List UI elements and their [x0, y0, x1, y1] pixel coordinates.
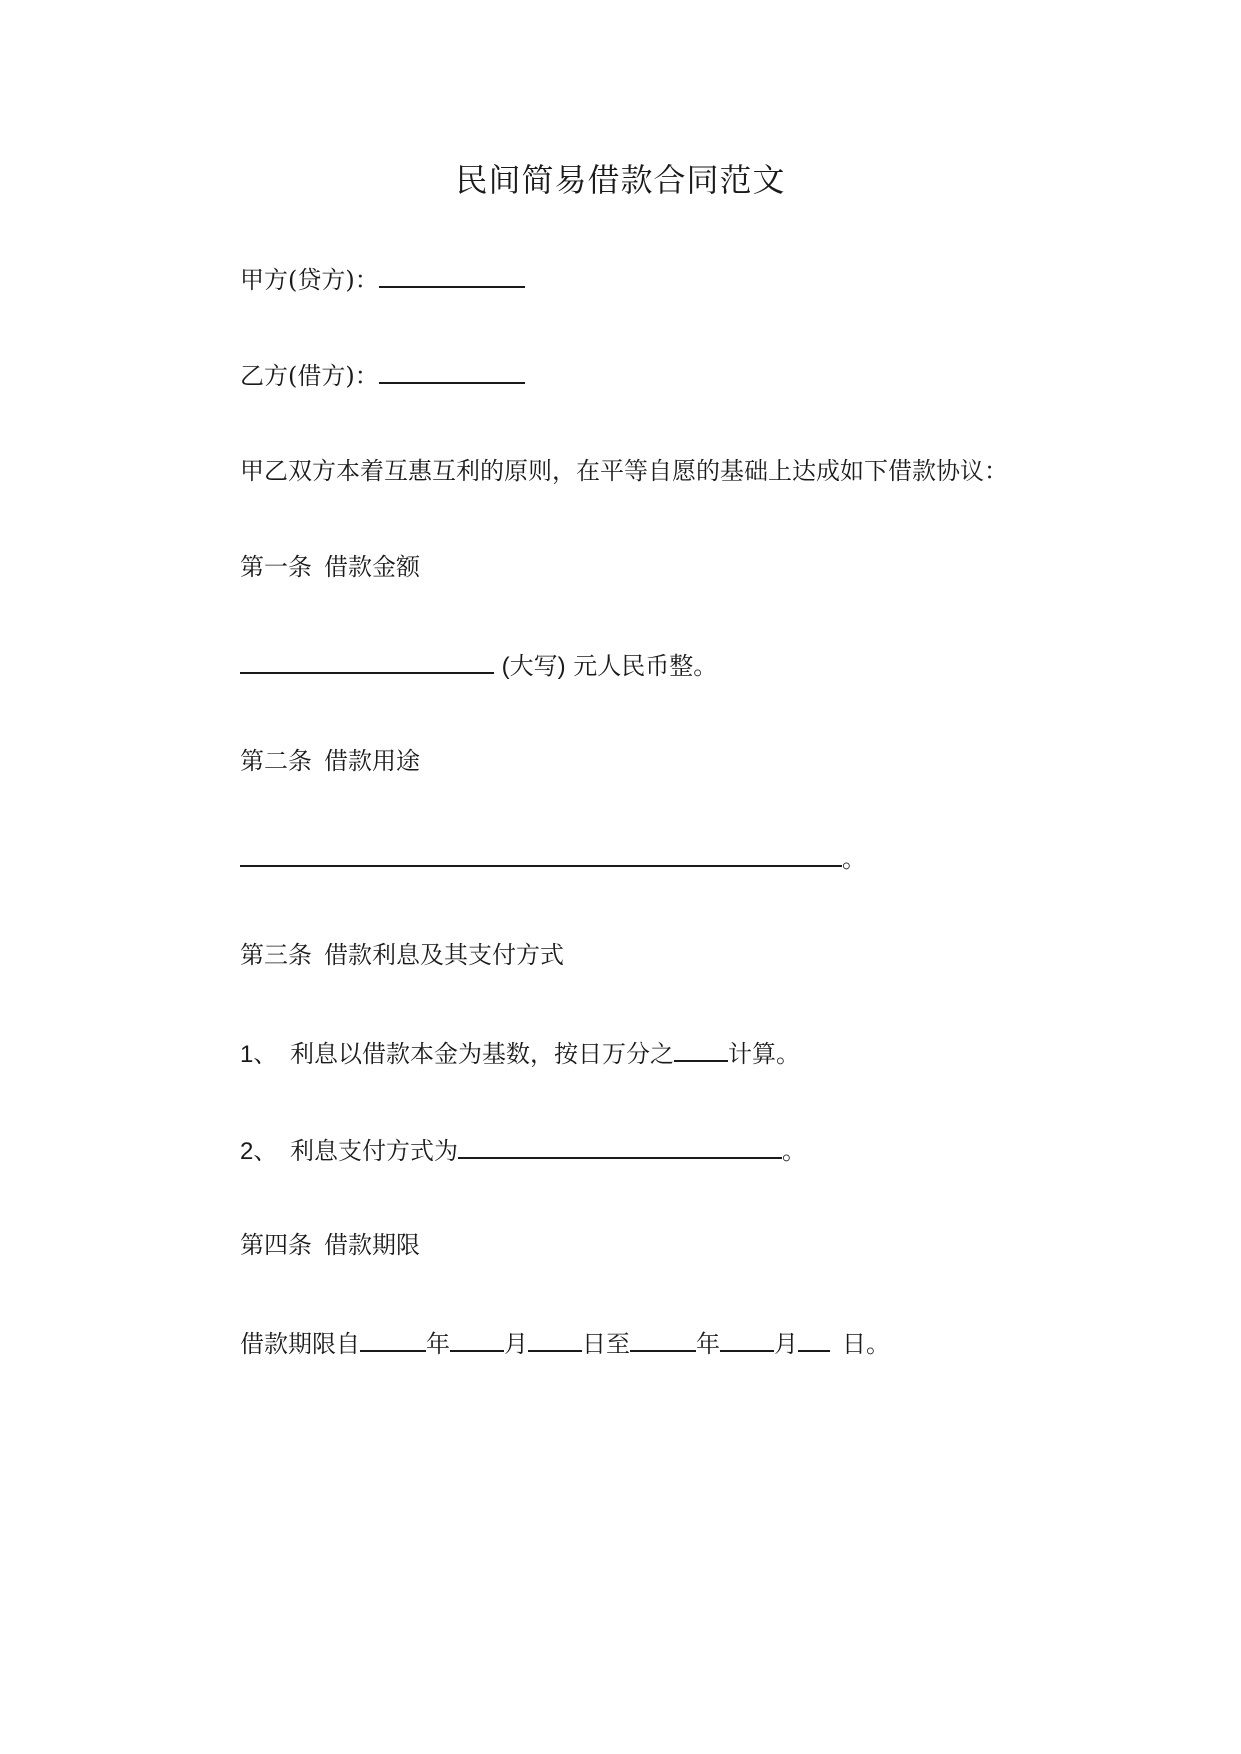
end-month-blank[interactable]: [720, 1326, 774, 1352]
preamble: 甲乙双方本着互惠互利的原则，在平等自愿的基础上达成如下借款协议：: [240, 457, 1008, 485]
amount-uppercase-note: (大写): [501, 653, 566, 680]
start-day-to-label: 日至: [582, 1330, 630, 1358]
item2-text-b: 。: [782, 1137, 806, 1165]
article2-end: 。: [842, 845, 866, 873]
article3-title: 借款利息及其支付方式: [324, 941, 564, 969]
item2-text-a: 利息支付方式为: [290, 1137, 458, 1165]
amount-currency-text: 元人民币整。: [573, 652, 718, 680]
item1-number: 1、: [240, 1041, 278, 1068]
start-year-label: 年: [426, 1330, 450, 1358]
end-day-blank[interactable]: [798, 1326, 830, 1352]
article1-title: 借款金额: [324, 553, 420, 581]
loan-purpose-blank[interactable]: [240, 841, 842, 867]
item1-text-b: 计算。: [728, 1040, 800, 1068]
article3-heading-line: [240, 939, 564, 971]
payment-method-blank[interactable]: [458, 1133, 782, 1159]
party-a-label: 甲方(贷方)：: [240, 266, 379, 294]
start-year-blank[interactable]: [360, 1326, 426, 1352]
party-b-blank[interactable]: [379, 358, 525, 384]
loan-amount-blank[interactable]: [240, 648, 494, 674]
article2-title: 借款用途: [324, 747, 420, 775]
start-day-blank[interactable]: [528, 1326, 582, 1352]
article2-heading: 第二条: [240, 747, 312, 775]
end-day-label: 日。: [842, 1330, 890, 1358]
item1-text-a: 利息以借款本金为基数，按日万分之: [290, 1040, 674, 1068]
party-b-label: 乙方(借方)：: [240, 362, 379, 390]
interest-rate-blank[interactable]: [674, 1036, 728, 1062]
end-year-label: 年: [696, 1330, 720, 1358]
party-a-blank[interactable]: [379, 262, 525, 288]
document-title: 民间简易借款合同范文: [455, 161, 786, 199]
article1-heading-line: [240, 551, 420, 583]
term-start-text: 借款期限自: [240, 1330, 360, 1358]
article1-heading: 第一条: [240, 553, 312, 581]
article4-term-line: [240, 1326, 890, 1360]
article2-heading-line: [240, 745, 420, 777]
article4-heading-line: [240, 1229, 420, 1261]
end-month-label: 月: [774, 1330, 798, 1358]
article3-heading: 第三条: [240, 941, 312, 969]
end-year-blank[interactable]: [630, 1326, 696, 1352]
start-month-label: 月: [504, 1330, 528, 1358]
article3-item2: [240, 1133, 806, 1168]
article2-purpose-line: [240, 841, 866, 875]
article4-heading: 第四条: [240, 1231, 312, 1259]
party-b-line: [240, 358, 525, 392]
start-month-blank[interactable]: [450, 1326, 504, 1352]
party-a-line: [240, 262, 525, 296]
article4-title: 借款期限: [324, 1231, 420, 1259]
item2-number: 2、: [240, 1138, 278, 1165]
article1-amount-line: [240, 648, 717, 683]
article3-item1: [240, 1036, 800, 1071]
